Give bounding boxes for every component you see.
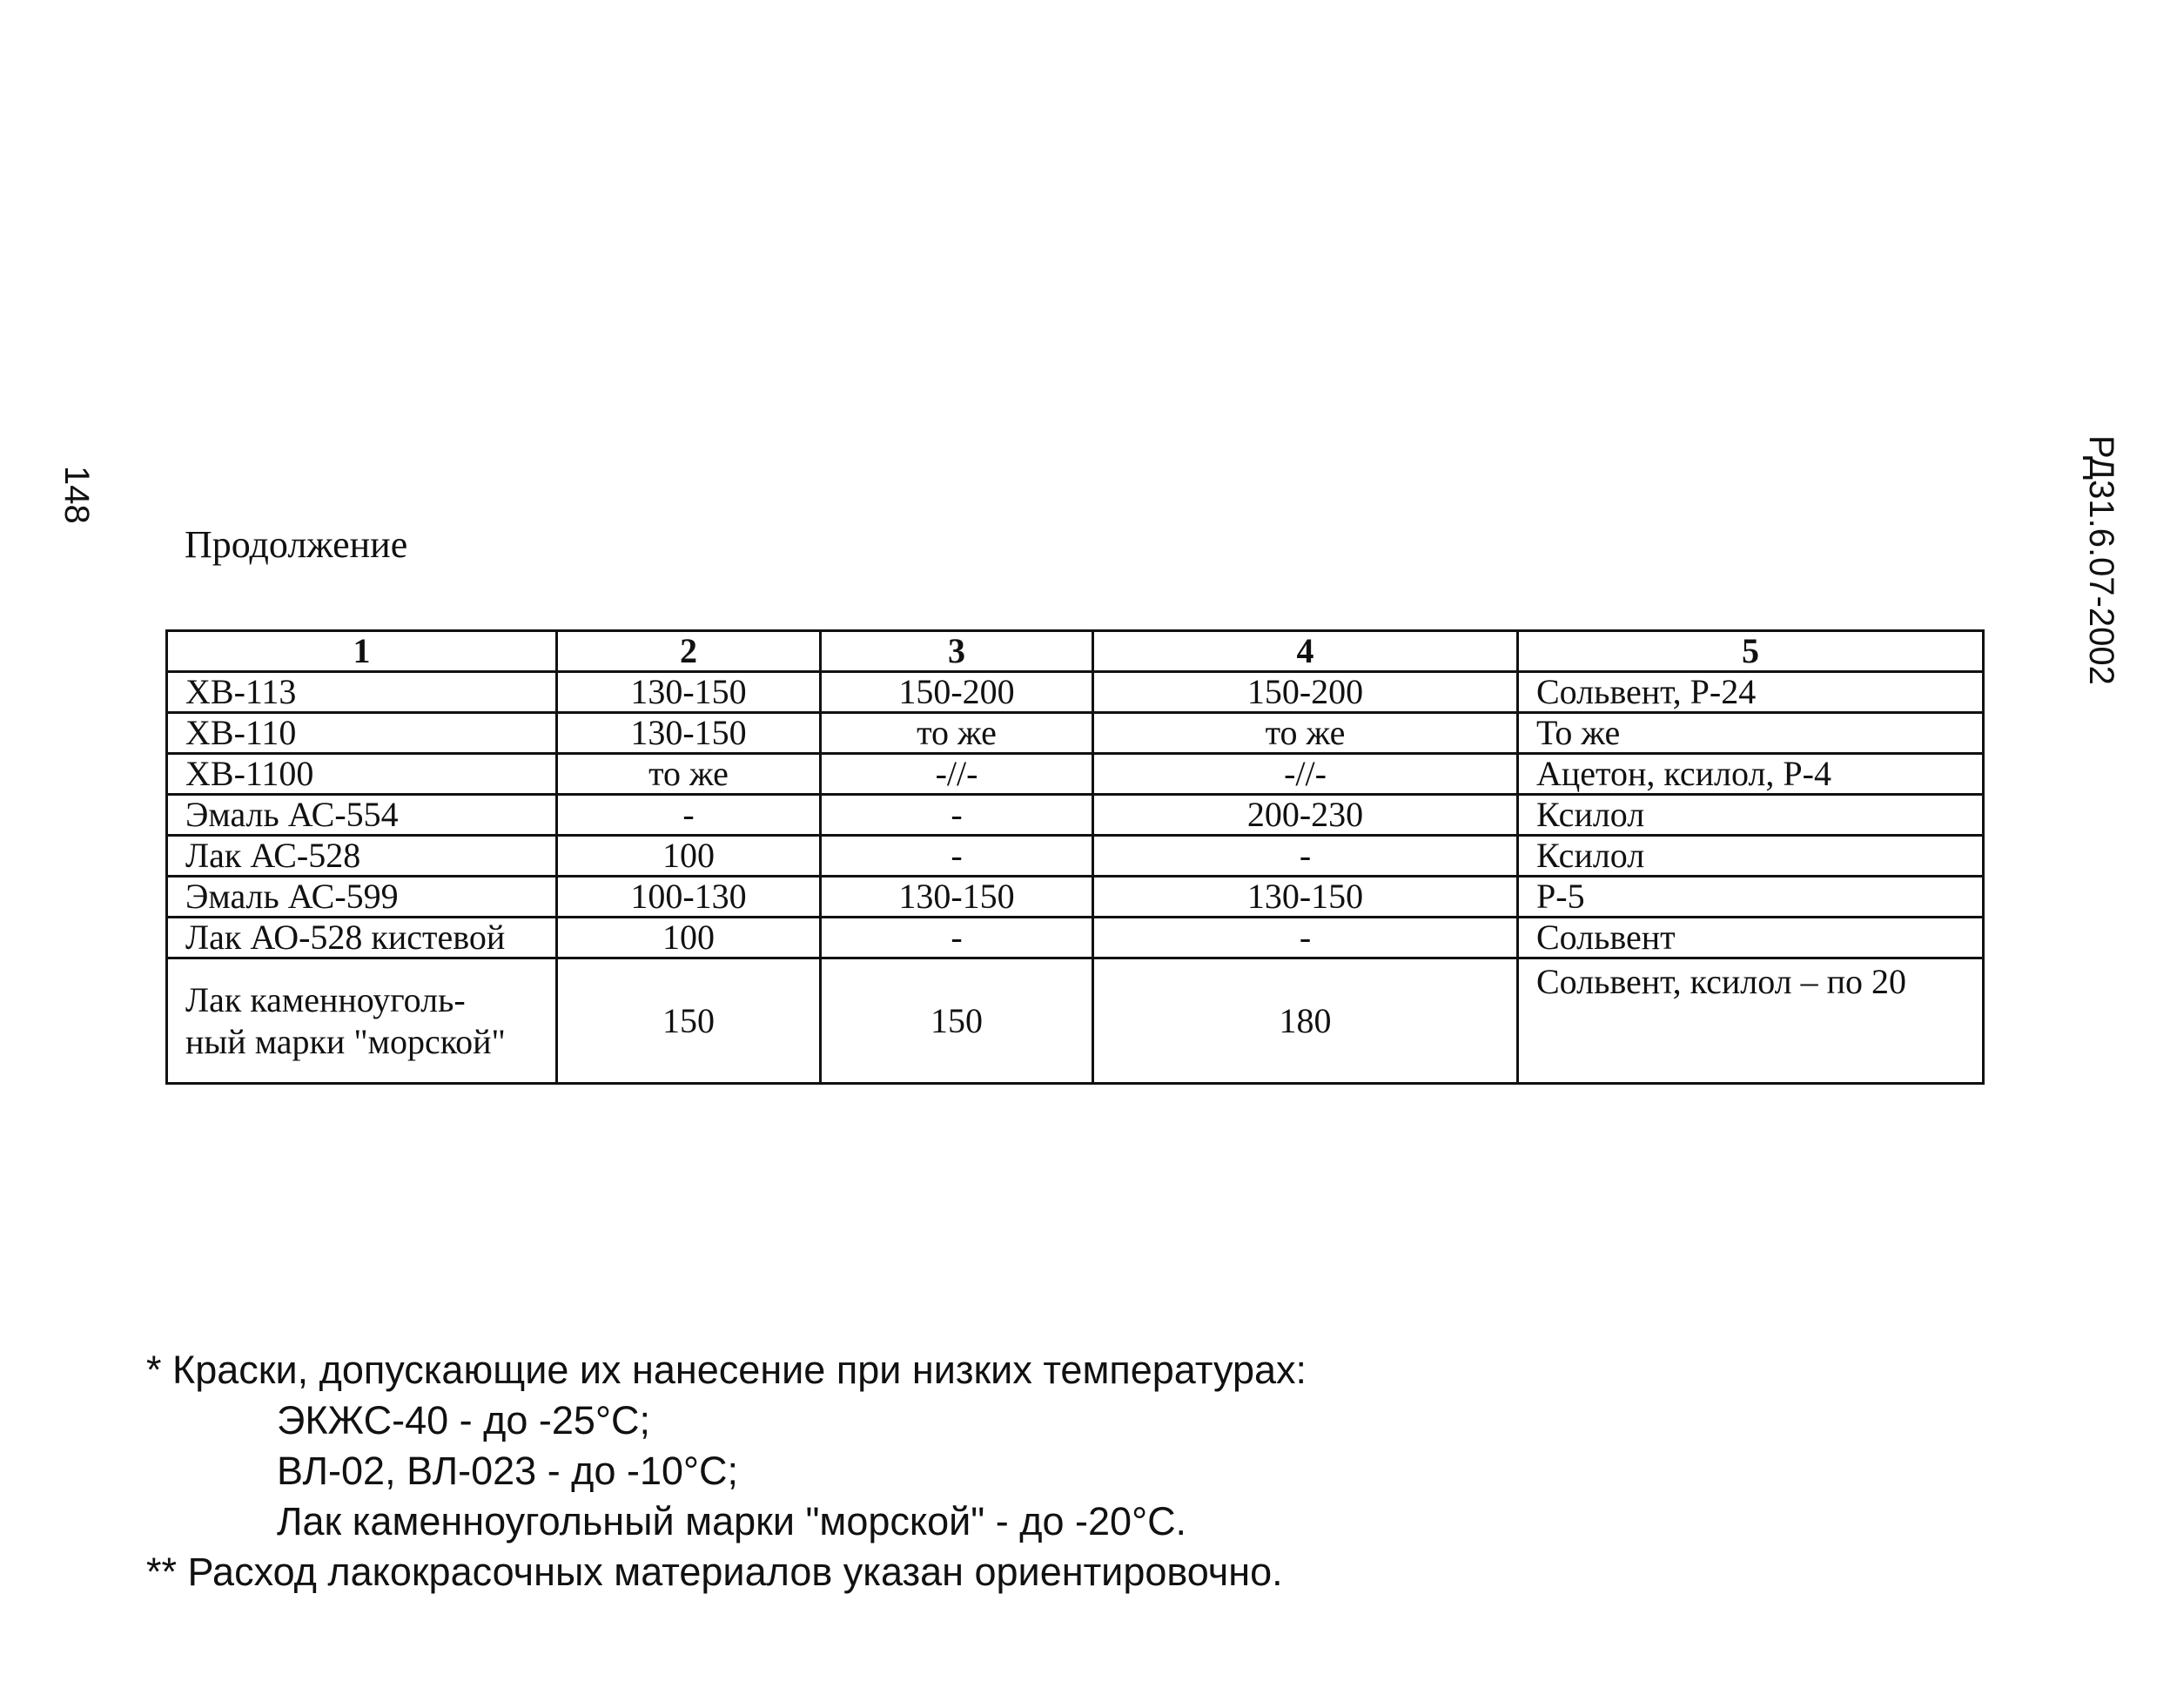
table-cell: Лак АО-528 кистевой (167, 918, 557, 958)
table-cell: ХВ-1100 (167, 754, 557, 795)
table-cell: Ксилол (1518, 795, 1984, 836)
table-cell: То же (1518, 713, 1984, 754)
table-cell: 180 (1093, 958, 1518, 1084)
table-row (167, 958, 1984, 1084)
table-cell: Р-5 (1518, 877, 1984, 918)
column-header-2: 2 (557, 631, 821, 672)
table-cell: 150-200 (821, 672, 1093, 713)
table-cell: - (821, 918, 1093, 958)
footnote-2: ** Расход лакокрасочных материалов указан ориентировочно. (146, 1550, 1283, 1594)
continuation-label: Продолжение (185, 523, 408, 566)
table-cell: ХВ-113 (167, 672, 557, 713)
table-cell: Ацетон, ксилол, Р-4 (1518, 754, 1984, 795)
table-cell: 130-150 (557, 672, 821, 713)
column-header-3: 3 (821, 631, 1093, 672)
page-number: 148 (57, 466, 96, 524)
table-cell: ХВ-110 (167, 713, 557, 754)
table-cell: 150 (821, 958, 1093, 1084)
table-cell: Лак АС-528 (167, 836, 557, 877)
table-cell: -//- (1093, 754, 1518, 795)
table-cell: - (557, 795, 821, 836)
table-row (167, 918, 1984, 958)
table-cell: - (1093, 836, 1518, 877)
table-cell: Сольвент, ксилол – по 20 (1518, 958, 1984, 1084)
table-cell: -//- (821, 754, 1093, 795)
table-cell: то же (557, 754, 821, 795)
table-row (167, 672, 1984, 713)
footnote-1-item: Лак каменноугольный марки "морской" - до -20°С. (277, 1499, 1187, 1543)
table-row (167, 754, 1984, 795)
table-cell: - (821, 795, 1093, 836)
materials-table (165, 629, 1985, 1085)
document-code: РД31.6.07-2002 (2082, 435, 2120, 685)
table-cell: Эмаль АС-554 (167, 795, 557, 836)
table-cell: 130-150 (821, 877, 1093, 918)
table-row (167, 795, 1984, 836)
table-header-row (167, 631, 1984, 672)
table-cell: 130-150 (1093, 877, 1518, 918)
table-cell: Сольвент, Р-24 (1518, 672, 1984, 713)
table-cell: 130-150 (557, 713, 821, 754)
footnote-1-title: * Краски, допускающие их нанесение при низких температурах: (146, 1348, 1307, 1392)
footnotes (146, 1345, 1307, 1597)
table-row (167, 836, 1984, 877)
column-header-1: 1 (167, 631, 557, 672)
table-cell: Сольвент (1518, 918, 1984, 958)
table-cell: Эмаль АС-599 (167, 877, 557, 918)
table-cell: 100 (557, 918, 821, 958)
table-cell: 150-200 (1093, 672, 1518, 713)
column-header-5: 5 (1518, 631, 1984, 672)
table-cell: 100-130 (557, 877, 821, 918)
footnote-1-item: ВЛ-02, ВЛ-023 - до -10°С; (277, 1449, 739, 1493)
table-cell: то же (1093, 713, 1518, 754)
table-cell: - (821, 836, 1093, 877)
table-row (167, 877, 1984, 918)
table-cell: 100 (557, 836, 821, 877)
table-cell: - (1093, 918, 1518, 958)
footnote-1-item: ЭКЖС-40 - до -25°С; (277, 1398, 650, 1442)
table-cell: 150 (557, 958, 821, 1084)
table-cell: 200-230 (1093, 795, 1518, 836)
table-row (167, 713, 1984, 754)
table-cell: то же (821, 713, 1093, 754)
column-header-4: 4 (1093, 631, 1518, 672)
table-cell: Лак каменноуголь- ный марки "морской" (167, 958, 557, 1084)
table-cell: Ксилол (1518, 836, 1984, 877)
